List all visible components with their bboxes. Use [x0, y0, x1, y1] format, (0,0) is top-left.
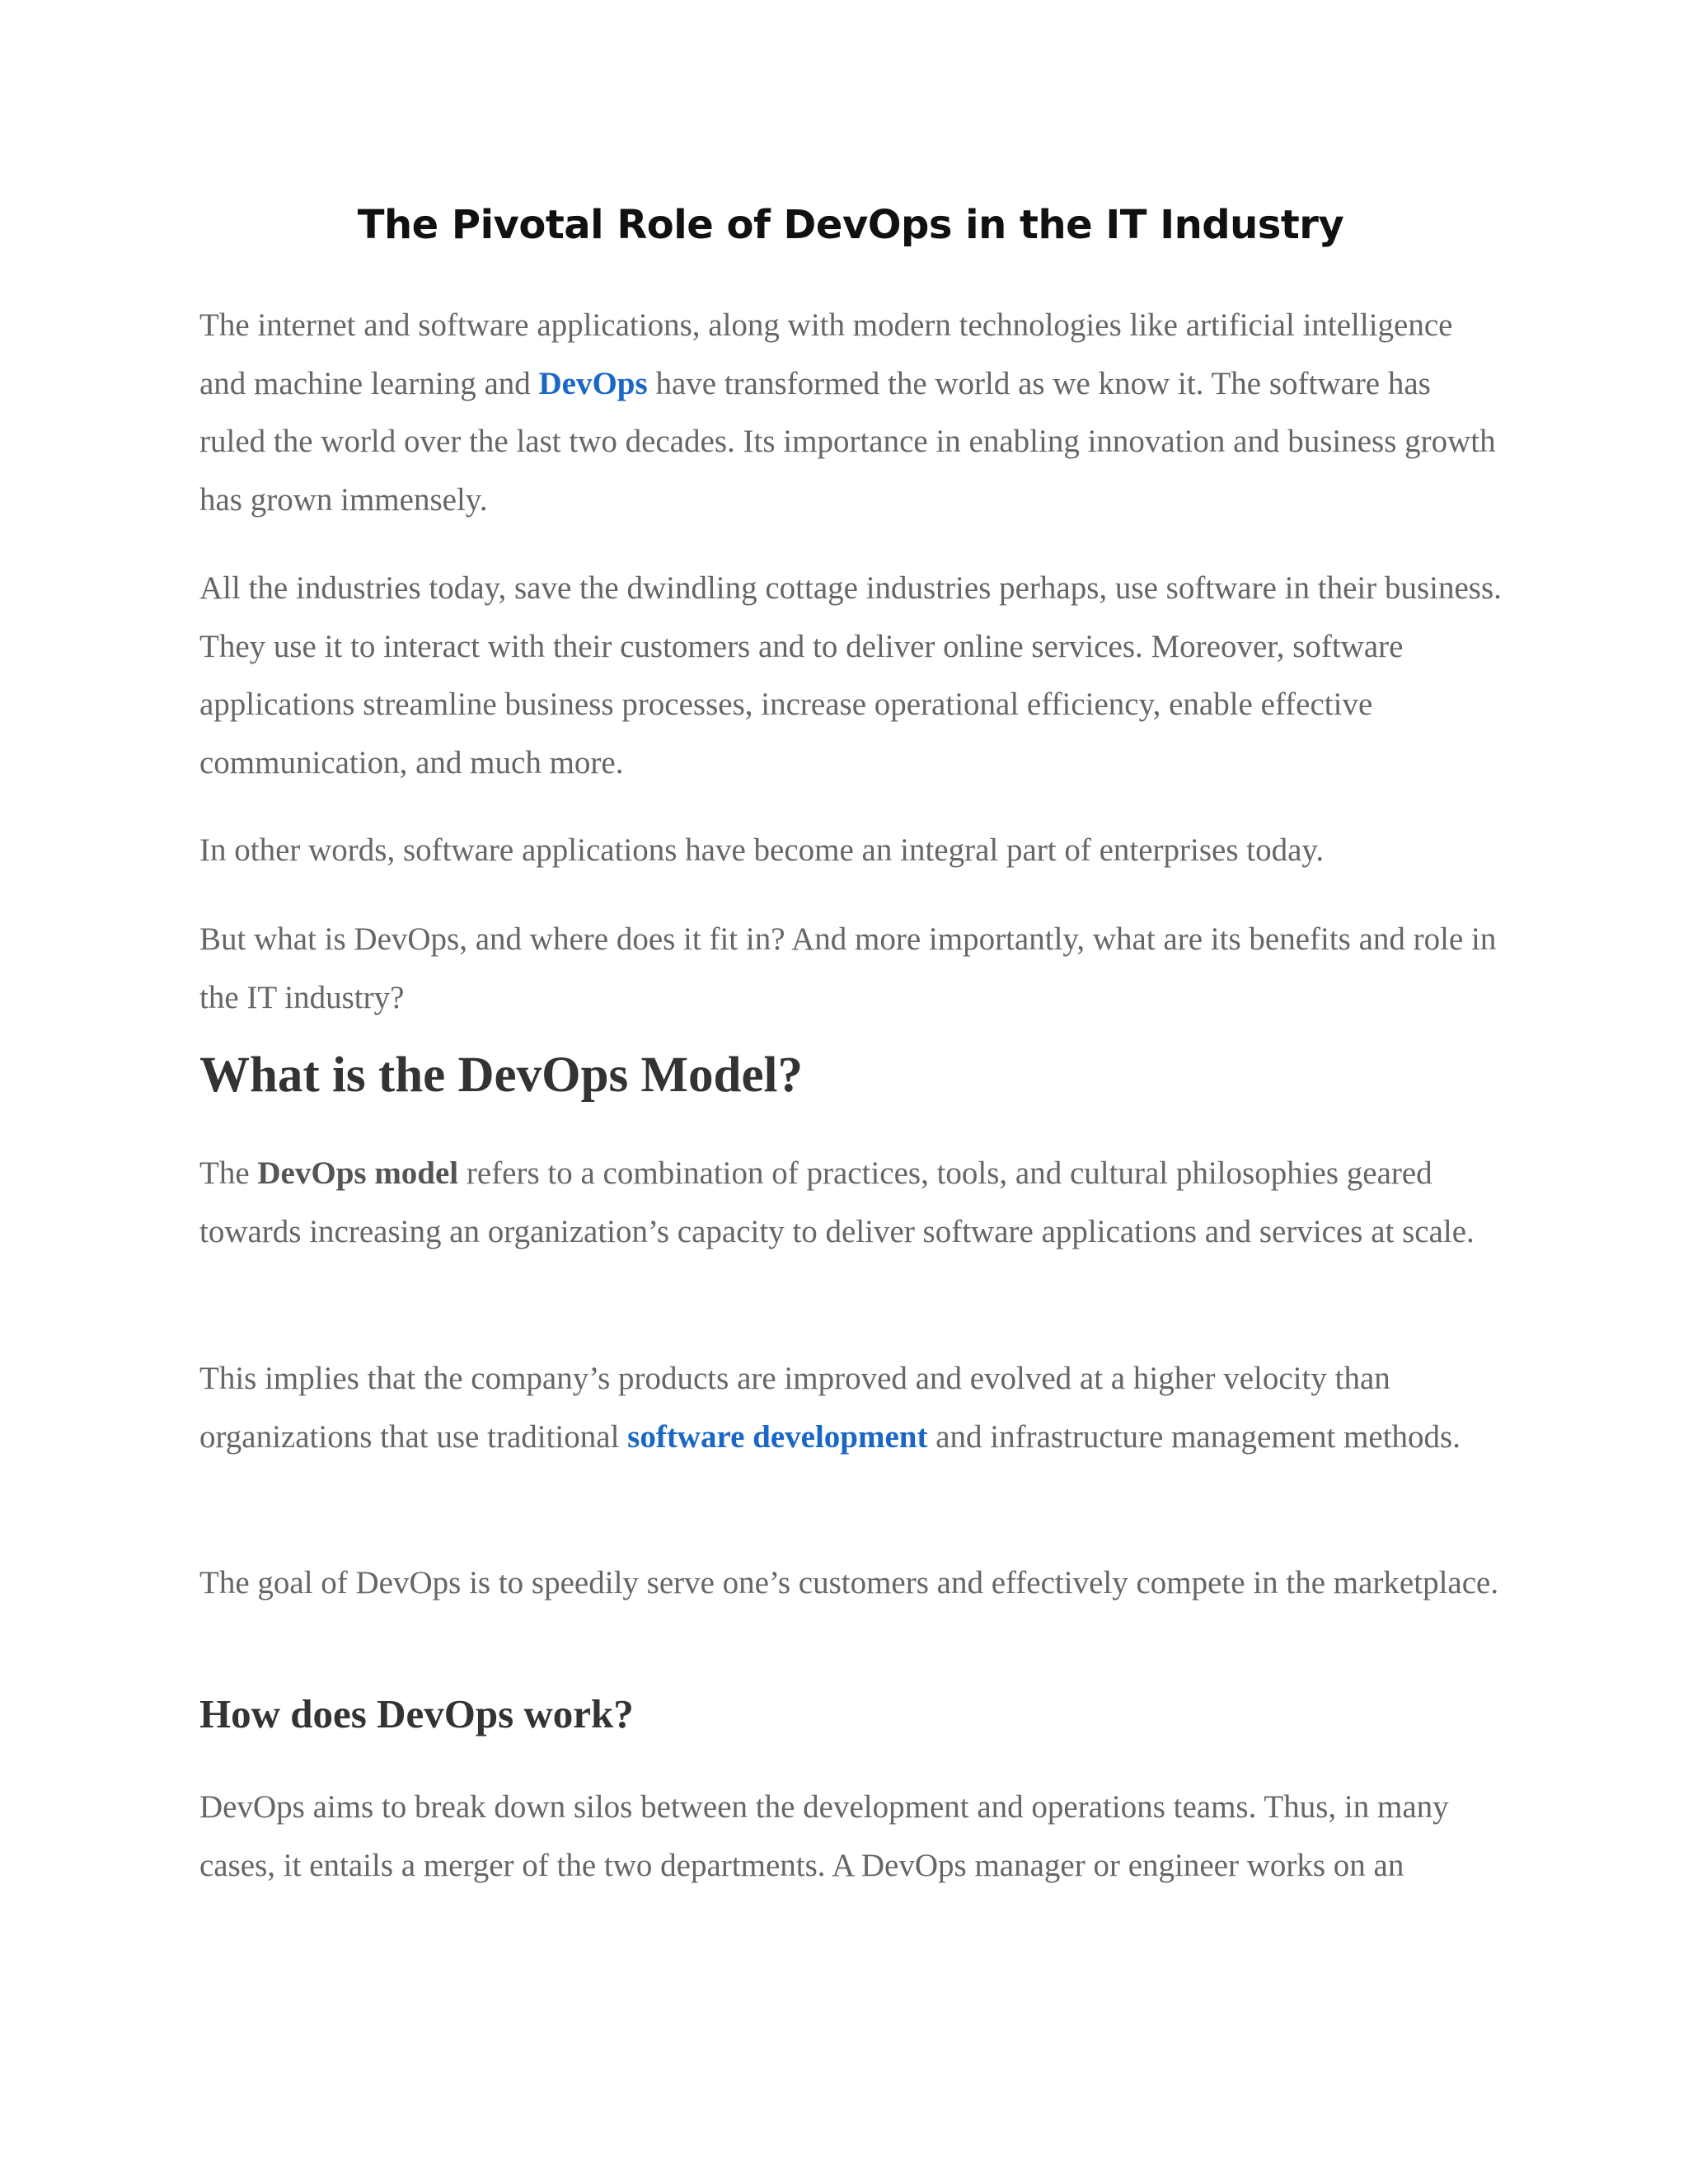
- intro-paragraph-3: In other words, software applications have become an integral part of enterprises today.: [199, 832, 1325, 868]
- model-p2-text-after: and infrastructure management methods.: [927, 1418, 1461, 1455]
- model-p2-text-before: This implies that the company’s products are improved and evolved at a higher velocity than organizations that use traditional: [199, 1361, 1390, 1455]
- intro-paragraph-4: But what is DevOps, and where does it fit in? And more importantly, what are its benefits and role in the IT industry?: [199, 921, 1497, 1015]
- software-development-link[interactable]: software development: [627, 1418, 928, 1455]
- model-paragraph-3: The goal of DevOps is to speedily serve one’s customers and effectively compete in the marketplace.: [199, 1565, 1499, 1601]
- intro-p1-text-after: have transformed the world as we know it. The software has ruled the world over the last two decades. Its importance in enabling innovation and business growth has grown immensely.: [199, 365, 1496, 518]
- intro-p1-text-before: The internet and software applications, along with modern technologies like artificial intelligence and machine learning and: [199, 307, 1453, 401]
- model-p1-text-before: The: [199, 1155, 258, 1191]
- model-p1-text-after: refers to a combination of practices, tools, and cultural philosophies geared towards increasing an organization’s capacity to deliver software applications and services at scale.: [199, 1155, 1475, 1249]
- heading-devops-model: What is the DevOps Model?: [199, 1047, 803, 1103]
- devops-link[interactable]: DevOps: [538, 365, 648, 401]
- heading-how-devops-works: How does DevOps work?: [199, 1691, 634, 1736]
- work-paragraph-1: DevOps aims to break down silos between the development and operations teams. Thus, in many cases, it entails a merger of the two departments. A DevOps manager or engineer works on an: [199, 1789, 1449, 1883]
- devops-model-bold: DevOps model: [257, 1155, 459, 1191]
- intro-paragraph-1: [199, 297, 1502, 529]
- model-paragraph-2: [199, 1350, 1502, 1466]
- model-paragraph-1: [199, 1145, 1502, 1261]
- intro-paragraph-2: All the industries today, save the dwindling cottage industries perhaps, use software in their business. They use it to interact with their customers and to deliver online services. Moreover, software applications streamline business processes, increase operational efficiency, enable effective communication, and much more.: [199, 570, 1502, 780]
- document-title: The Pivotal Role of DevOps in the IT Industry: [357, 202, 1344, 248]
